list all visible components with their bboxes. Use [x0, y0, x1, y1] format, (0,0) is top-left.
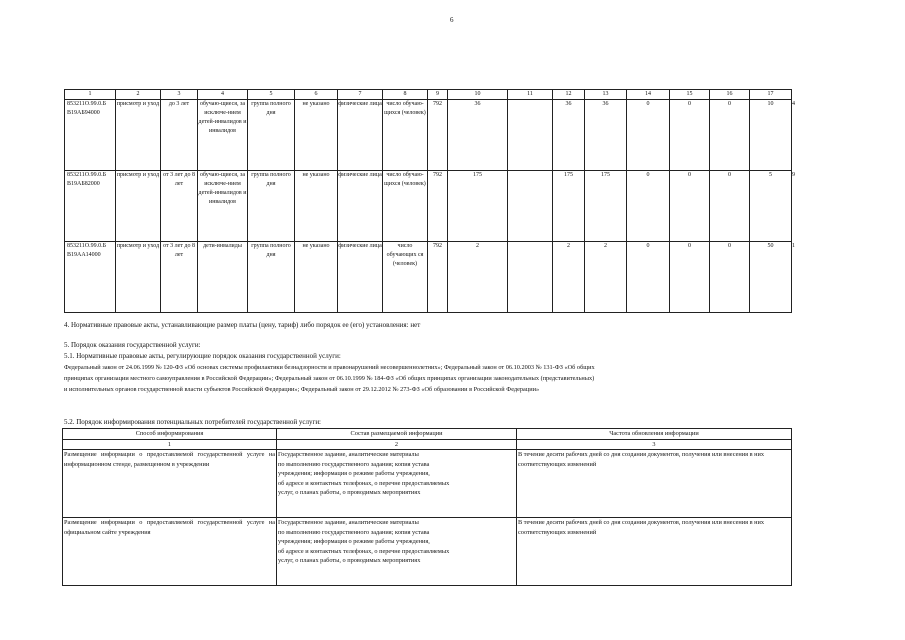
content-line: по выполнению государственного задания; копия устава	[278, 528, 430, 536]
table-cell: 2	[553, 242, 585, 313]
table-cell: 792	[428, 171, 448, 242]
table-cell: 5	[750, 171, 792, 242]
volume-indicators-table	[64, 89, 795, 313]
table-cell: не указано	[295, 242, 338, 313]
info-frequency: В течение десяти рабочих дней со дня создания документов, получения или внесения в них соответствующих изменений	[517, 450, 792, 518]
content-line: об адресе и контактных телефонах, о перечне предоставляемых	[278, 547, 450, 555]
column-number: 11	[508, 90, 553, 100]
column-number: 5	[248, 90, 295, 100]
law-line-3: и исполнительных органов государственной власти субъектов Российской Федерации»; Федеральный закон от 29.12.2012 № 273-ФЗ «Об образовании в Российской Федерации»	[64, 386, 540, 393]
table-cell: присмотр и уход	[116, 100, 161, 171]
table-cell: 792	[428, 242, 448, 313]
table-cell: физические лица	[338, 242, 383, 313]
table-cell: группа полного дня	[248, 242, 295, 313]
table-cell: 10	[750, 100, 792, 171]
table-cell: 792	[428, 100, 448, 171]
section-5-2-title: 5.2. Порядок информирования потенциальных потребителей государственной услуги:	[64, 418, 322, 426]
table-cell: присмотр и уход	[116, 171, 161, 242]
table-cell: 2	[585, 242, 627, 313]
table-cell: 853211О.99.0.Б В19АА14000	[65, 242, 116, 313]
table-cell: число обучающих ся (человек)	[383, 242, 428, 313]
table-cell: физические лица	[338, 100, 383, 171]
table-cell: 0	[670, 100, 710, 171]
section-5-1-title: 5.1. Нормативные правовые акты, регулирующие порядок оказания государственной услуги:	[64, 352, 341, 360]
table-cell	[508, 242, 553, 313]
table-cell: обучаю-щиеся, за исключе-нием детей-инвалидов и инвалидов	[198, 171, 248, 242]
table-cell: 0	[710, 100, 750, 171]
table-cell: до 3 лет	[161, 100, 198, 171]
column-number: 8	[383, 90, 428, 100]
content-line: учреждения; информация о режиме работы учреждения,	[278, 538, 430, 545]
table-row: 853211О.99.0.Б В19АБ94000 присмотр и уход до 3 лет обучаю-щиеся, за исключе-нием детей-инвалидов и инвалидов группа полного дня не указано физические лица число обучаю-щихся (человек) 792 36 36 36 0 0 0 10 4	[65, 100, 792, 171]
column-number: 6	[295, 90, 338, 100]
section-5-title: 5. Порядок оказания государственной услуги:	[64, 341, 201, 349]
law-line-1: Федеральный закон от 24.06.1999 № 120-ФЗ «Об основах системы профилактики безнадзорности и правонарушений несовершеннолетних»; Федеральный закон от 06.10.2003 № 131-ФЗ «Об общих	[64, 364, 595, 371]
column-number: 17	[750, 90, 792, 100]
column-number: 7	[338, 90, 383, 100]
table-cell: 0	[710, 171, 750, 242]
header-number: 1	[63, 439, 277, 450]
column-number: 1	[65, 90, 116, 100]
table-cell: 175	[448, 171, 508, 242]
info-content	[277, 450, 517, 518]
table-cell: 853211О.99.0.Б В19АБ82000	[65, 171, 116, 242]
table-cell: 36	[585, 100, 627, 171]
info-frequency: В течение десяти рабочих дней со дня создания документов, получения или внесения в них соответствующих изменений	[517, 518, 792, 586]
table-cell: 36	[448, 100, 508, 171]
table-cell: число обучаю-щихся (человек)	[383, 171, 428, 242]
table-cell: группа полного дня	[248, 171, 295, 242]
law-line-2: принципах организации местного самоуправления в Российской Федерации»; Федеральный закон от 06.10.1999 № 184-ФЗ «Об общих принципах организации законодательных (представительных)	[64, 375, 595, 382]
table-cell: физические лица	[338, 171, 383, 242]
table-cell: 36	[553, 100, 585, 171]
header-content: Состав размещаемой информации	[277, 429, 517, 440]
table-cell: от 3 лет до 8 лет	[161, 242, 198, 313]
content-line: по выполнению государственного задания; копия устава	[278, 460, 430, 468]
content-line: услуг, о планах работы, о проводимых мероприятиях	[278, 489, 421, 496]
header-number: 3	[517, 439, 792, 450]
info-content	[277, 518, 517, 586]
table-cell: от 3 лет до 8 лет	[161, 171, 198, 242]
informing-procedure-table	[62, 428, 792, 586]
table-cell: 0	[710, 242, 750, 313]
table-cell: 50	[750, 242, 792, 313]
table-cell: обучаю-щиеся, за исключе-нием детей-инвалидов и инвалидов	[198, 100, 248, 171]
content-line: услуг, о планах работы, о проводимых мероприятиях	[278, 557, 421, 564]
page-number: 6	[450, 16, 454, 24]
content-line: об адресе и контактных телефонах, о перечне предоставляемых	[278, 479, 450, 487]
table-cell: 0	[670, 242, 710, 313]
table-row: 853211О.99.0.Б В19АБ82000 присмотр и уход от 3 лет до 8 лет обучаю-щиеся, за исключе-нием детей-инвалидов и инвалидов группа полного дня не указано физические лица число обучаю-щихся (человек) 792 175 175 175 0 0 0 5 9	[65, 171, 792, 242]
column-number: 10	[448, 90, 508, 100]
column-number: 12	[553, 90, 585, 100]
table-cell: 0	[670, 171, 710, 242]
content-line: Государственное задание, аналитические материалы	[278, 519, 419, 526]
header-method: Способ информирования	[63, 429, 277, 440]
column-number: 4	[198, 90, 248, 100]
table-cell: 853211О.99.0.Б В19АБ94000	[65, 100, 116, 171]
table-cell: 2	[448, 242, 508, 313]
column-number: 15	[670, 90, 710, 100]
content-line: учреждения; информация о режиме работы учреждения,	[278, 470, 430, 477]
table-cell: 0	[627, 242, 670, 313]
column-number: 9	[428, 90, 448, 100]
table-cell: не указано	[295, 171, 338, 242]
section-4-text: 4. Нормативные правовые акты, устанавливающие размер платы (цену, тариф) либо порядок ее (его) установления: нет	[64, 321, 421, 329]
table-cell: группа полного дня	[248, 100, 295, 171]
content-line: Государственное задание, аналитические материалы	[278, 451, 419, 458]
info-method: Размещение информации о предоставляемой государственной услуге на информационном стенде, размещенном в учреждении	[63, 450, 277, 518]
table-cell	[508, 171, 553, 242]
table-cell: 0	[627, 171, 670, 242]
column-number: 14	[627, 90, 670, 100]
table-cell: присмотр и уход	[116, 242, 161, 313]
table-cell: 0	[627, 100, 670, 171]
header-frequency: Частота обновления информации	[517, 429, 792, 440]
table-row: 853211О.99.0.Б В19АА14000 присмотр и уход от 3 лет до 8 лет дети-инвалиды группа полного дня не указано физические лица число обучающих ся (человек) 792 2 2 2 0 0 0 50 1	[65, 242, 792, 313]
header-number: 2	[277, 439, 517, 450]
table-cell: не указано	[295, 100, 338, 171]
table-cell: число обучаю-щихся (человек)	[383, 100, 428, 171]
column-number: 13	[585, 90, 627, 100]
column-number: 2	[116, 90, 161, 100]
table-cell	[508, 100, 553, 171]
table-cell: 175	[585, 171, 627, 242]
info-method: Размещение информации о предоставляемой государственной услуге на официальном сайте учреждения	[63, 518, 277, 586]
column-number: 16	[710, 90, 750, 100]
table-cell: дети-инвалиды	[198, 242, 248, 313]
column-number: 3	[161, 90, 198, 100]
table-cell: 175	[553, 171, 585, 242]
